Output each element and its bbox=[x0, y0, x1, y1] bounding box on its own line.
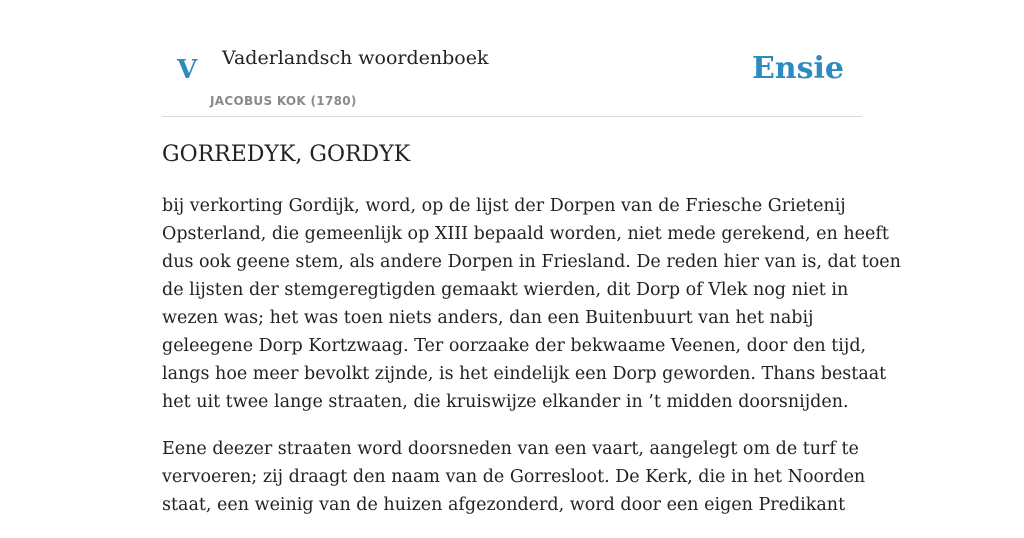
book-author: JACOBUS KOK (1780) bbox=[210, 94, 357, 108]
text-line: het uit twee lange straaten, die kruiswijze elkander in ’t midden doorsnijden. bbox=[162, 392, 849, 412]
text-line: bij verkorting Gordijk, word, op de lijst der Dorpen van de Friesche Grietenij bbox=[162, 196, 846, 216]
book-title-link[interactable]: Vaderlandsch woordenboek bbox=[222, 47, 489, 69]
text-line: Eene deezer straaten word doorsneden van een vaart, aangelegt om de turf te bbox=[162, 439, 859, 459]
text-line: geleegene Dorp Kortzwaag. Ter oorzaake der bekwaame Veenen, door den tijd, bbox=[162, 336, 867, 356]
paragraph-1 bbox=[162, 192, 901, 416]
entry-headword: GORREDYK, GORDYK bbox=[162, 142, 411, 167]
text-line: staat, een weinig van de huizen afgezonderd, word door een eigen Predikant bbox=[162, 495, 846, 515]
paragraph-2 bbox=[162, 435, 866, 519]
text-line: wezen was; het was toen niets anders, dan een Buitenbuurt van het nabij bbox=[162, 308, 814, 328]
entry-body bbox=[162, 192, 901, 538]
ensie-brand-logo[interactable]: Ensie bbox=[751, 51, 844, 86]
text-line: vervoeren; zij draagt den naam van de Gorresloot. De Kerk, die in het Noorden bbox=[162, 467, 866, 487]
text-line: Opsterland, die gemeenlijk op XIII bepaald worden, niet mede gerekend, en heeft bbox=[162, 224, 889, 244]
page bbox=[162, 0, 901, 515]
text-line: langs hoe meer bevolkt zijnde, is het eindelijk een Dorp geworden. Thans bestaat bbox=[162, 364, 887, 384]
book-logo-letter[interactable]: V bbox=[177, 55, 198, 85]
text-line: dus ook geene stem, als andere Dorpen in Friesland. De reden hier van is, dat toen bbox=[162, 252, 901, 272]
header bbox=[162, 0, 862, 117]
text-line: de lijsten der stemgeregtigden gemaakt wierden, dit Dorp of Vlek nog niet in bbox=[162, 280, 849, 300]
